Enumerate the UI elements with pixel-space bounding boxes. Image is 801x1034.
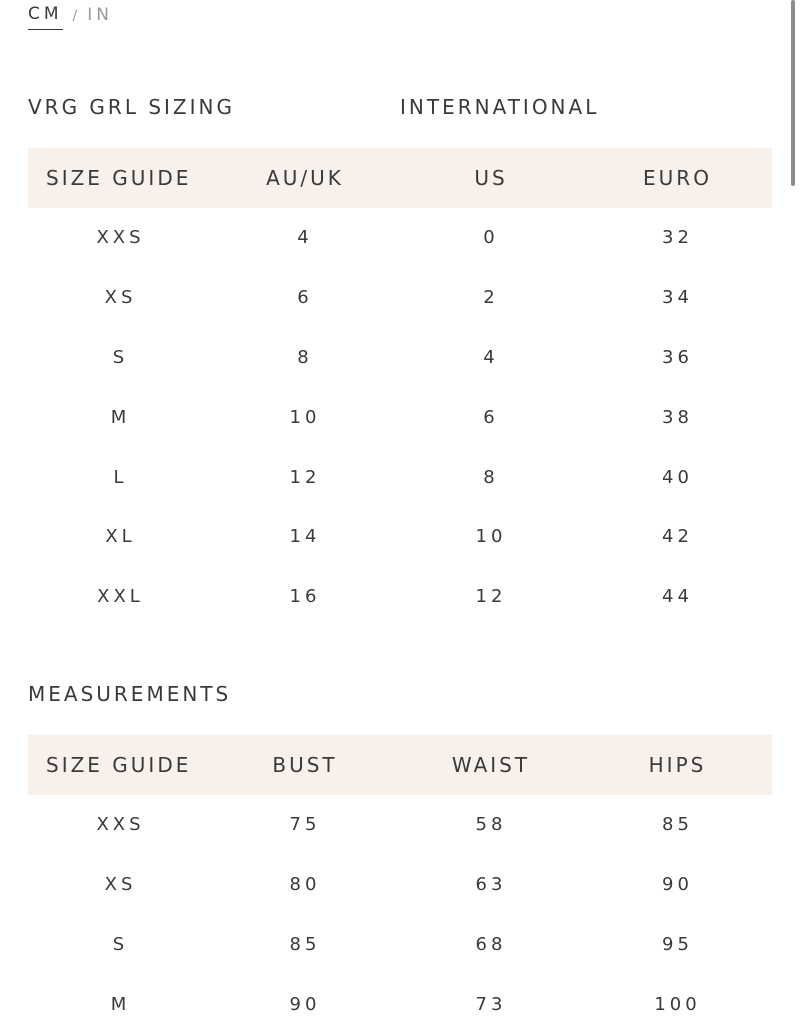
au-uk-cell: 16 — [289, 586, 321, 608]
column-header: SIZE GUIDE — [46, 166, 192, 190]
hips-cell: 100 — [654, 993, 701, 1015]
table-row — [28, 208, 772, 268]
waist-cell: 63 — [475, 874, 507, 896]
us-cell: 10 — [475, 526, 507, 548]
au-uk-cell: 6 — [297, 287, 313, 309]
euro-cell: 32 — [662, 227, 693, 249]
euro-cell: 42 — [662, 526, 693, 548]
bust-cell: 80 — [289, 874, 321, 896]
table-row — [28, 795, 772, 855]
unit-toggle — [28, 0, 113, 30]
measurements-title: MEASUREMENTS — [28, 682, 232, 706]
unit-tab-cm[interactable]: CM — [28, 4, 63, 30]
column-header: US — [474, 166, 508, 190]
size-cell: XL — [105, 526, 136, 548]
size-cell: XXL — [97, 586, 144, 608]
size-cell: M — [110, 993, 131, 1015]
au-uk-cell: 12 — [289, 466, 321, 488]
column-header: HIPS — [648, 753, 707, 777]
size-cell: XS — [104, 874, 137, 896]
euro-cell: 38 — [662, 406, 693, 428]
column-header: WAIST — [451, 753, 531, 777]
table-row — [28, 567, 772, 627]
column-header: EURO — [643, 166, 712, 190]
waist-cell: 58 — [475, 814, 507, 836]
table-header-row — [28, 148, 772, 208]
euro-cell: 36 — [662, 346, 693, 368]
hips-cell: 95 — [662, 933, 693, 955]
us-cell: 8 — [483, 466, 499, 488]
bust-cell: 90 — [289, 993, 321, 1015]
hips-cell: 85 — [662, 814, 693, 836]
sizing-title: VRG GRL SIZING — [28, 95, 235, 119]
us-cell: 12 — [475, 586, 507, 608]
table-row — [28, 447, 772, 507]
unit-separator: / — [72, 8, 78, 24]
size-cell: L — [113, 466, 128, 488]
size-cell: XS — [104, 287, 137, 309]
table-row — [28, 855, 772, 915]
size-cell: M — [110, 406, 131, 428]
table-row — [28, 974, 772, 1034]
table-row — [28, 387, 772, 447]
size-cell: XXS — [96, 227, 145, 249]
au-uk-cell: 10 — [289, 406, 321, 428]
us-cell: 0 — [483, 227, 499, 249]
size-cell: S — [112, 933, 129, 955]
measurements-table — [28, 735, 772, 1034]
column-header: BUST — [272, 753, 338, 777]
size-cell: XXS — [96, 814, 145, 836]
us-cell: 4 — [483, 346, 499, 368]
waist-cell: 68 — [475, 933, 507, 955]
bust-cell: 85 — [289, 933, 321, 955]
column-header: SIZE GUIDE — [46, 753, 192, 777]
unit-tab-in[interactable]: IN — [87, 5, 113, 25]
international-size-table — [28, 148, 772, 627]
bust-cell: 75 — [289, 814, 321, 836]
euro-cell: 44 — [662, 586, 693, 608]
size-cell: S — [112, 346, 129, 368]
au-uk-cell: 4 — [297, 227, 313, 249]
table-row — [28, 268, 772, 328]
column-header: AU/UK — [266, 166, 344, 190]
table-row — [28, 915, 772, 975]
table-header-row — [28, 735, 772, 795]
hips-cell: 90 — [662, 874, 693, 896]
scrollbar[interactable] — [791, 0, 795, 186]
table-row — [28, 507, 772, 567]
euro-cell: 34 — [662, 287, 693, 309]
au-uk-cell: 8 — [297, 346, 313, 368]
us-cell: 6 — [483, 406, 499, 428]
euro-cell: 40 — [662, 466, 693, 488]
table-row — [28, 328, 772, 388]
us-cell: 2 — [483, 287, 499, 309]
international-heading: INTERNATIONAL — [400, 95, 600, 119]
waist-cell: 73 — [475, 993, 507, 1015]
au-uk-cell: 14 — [289, 526, 321, 548]
